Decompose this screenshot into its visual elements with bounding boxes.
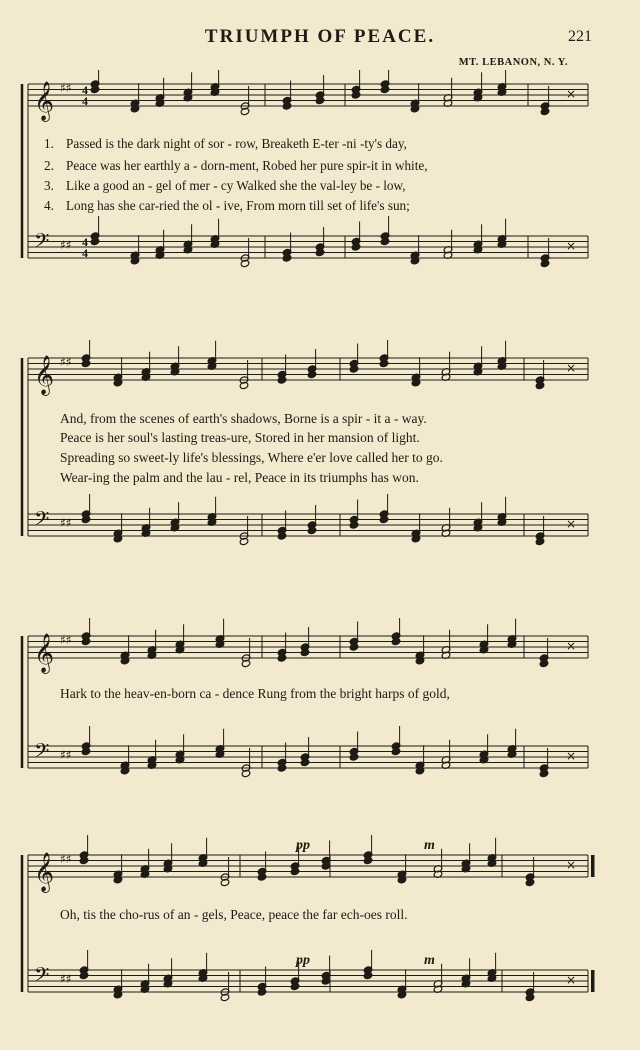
- key-signature-sharps-icon: ♯♯: [60, 516, 72, 530]
- treble-clef-icon: 𝄞: [34, 852, 55, 892]
- dynamic-mezzo: m: [424, 838, 435, 853]
- treble-clef-icon: 𝄞: [34, 633, 55, 673]
- treble-clef-icon: 𝄞: [34, 81, 55, 121]
- rest-icon: ×: [566, 87, 577, 101]
- verse-text: Peace was her earthly a - dorn-ment, Robed her pure spir-it in white,: [66, 158, 428, 173]
- lyric-line: Oh, tis the cho-rus of an - gels, Peace, peace the far ech-oes roll.: [60, 907, 408, 922]
- dynamic-pianissimo: pp: [296, 838, 310, 853]
- rest-icon: ×: [566, 749, 577, 763]
- bass-clef-icon: 𝄢: [34, 507, 50, 535]
- verse-number: 2.: [44, 158, 54, 173]
- key-signature-sharps-icon: ♯♯: [60, 238, 72, 252]
- verse-text: Like a good an - gel of mer - cy Walked she the val-ley be - low,: [66, 178, 406, 193]
- verse-text: Passed is the dark night of sor - row, Breaketh E-ter -ni -ty's day,: [66, 136, 407, 151]
- music-system-4: [0, 835, 640, 1020]
- dynamic-mezzo: m: [424, 953, 435, 968]
- bass-clef-icon: 𝄢: [34, 963, 50, 991]
- treble-clef-icon: 𝄞: [34, 355, 55, 395]
- final-barline: [591, 970, 595, 992]
- rest-icon: ×: [566, 639, 577, 653]
- verse-line: [44, 158, 604, 174]
- key-signature-sharps-icon: ♯♯: [60, 633, 72, 647]
- key-signature-sharps-icon: ♯♯: [60, 81, 72, 95]
- lyric-line: Wear-ing the palm and the lau - rel, Peace in its triumphs has won.: [60, 470, 419, 485]
- verse-text: Long has she car-ried the ol - ive, From morn till set of life's sun;: [66, 198, 410, 213]
- page-title: TRIUMPH OF PEACE.: [204, 26, 436, 47]
- composer-attribution: MT. LEBANON, N. Y.: [458, 57, 568, 68]
- rest-icon: ×: [566, 858, 577, 872]
- dynamic-pianissimo: pp: [296, 953, 310, 968]
- page-number: 221: [568, 28, 592, 45]
- staff-pair-4: [0, 835, 640, 1020]
- key-signature-sharps-icon: ♯♯: [60, 972, 72, 986]
- music-system-1: [0, 70, 640, 275]
- time-signature-icon: 4: [82, 83, 88, 97]
- lyric-line: Hark to the heav-en-born ca - dence Rung from the bright harps of gold,: [60, 686, 450, 701]
- verse-line: [44, 178, 604, 194]
- rest-icon: ×: [566, 973, 577, 987]
- music-system-2: [0, 340, 640, 560]
- time-signature-icon: 4: [82, 235, 88, 249]
- time-signature-icon: 4: [82, 246, 88, 260]
- music-system-3: [0, 618, 640, 793]
- final-barline: [591, 855, 595, 877]
- time-signature-icon: 4: [82, 94, 88, 108]
- verse-number: 1.: [44, 136, 54, 151]
- key-signature-sharps-icon: ♯♯: [60, 852, 72, 866]
- bass-clef-icon: 𝄢: [34, 739, 50, 767]
- key-signature-sharps-icon: ♯♯: [60, 355, 72, 369]
- bass-clef-icon: 𝄢: [34, 229, 50, 257]
- lyric-line: Peace is her soul's lasting treas-ure, Stored in her mansion of light.: [60, 430, 420, 445]
- lyric-line: Spreading so sweet-ly life's blessings, Where e'er love called her to go.: [60, 450, 443, 465]
- lyric-line: And, from the scenes of earth's shadows, Borne is a spir - it a - way.: [60, 411, 427, 426]
- verse-number: 4.: [44, 198, 54, 213]
- rest-icon: ×: [566, 361, 577, 375]
- verse-line: [44, 136, 604, 152]
- key-signature-sharps-icon: ♯♯: [60, 748, 72, 762]
- rest-icon: ×: [566, 239, 577, 253]
- rest-icon: ×: [566, 517, 577, 531]
- verse-line: [44, 198, 604, 214]
- staff-pair-3: [0, 618, 640, 793]
- verse-number: 3.: [44, 178, 54, 193]
